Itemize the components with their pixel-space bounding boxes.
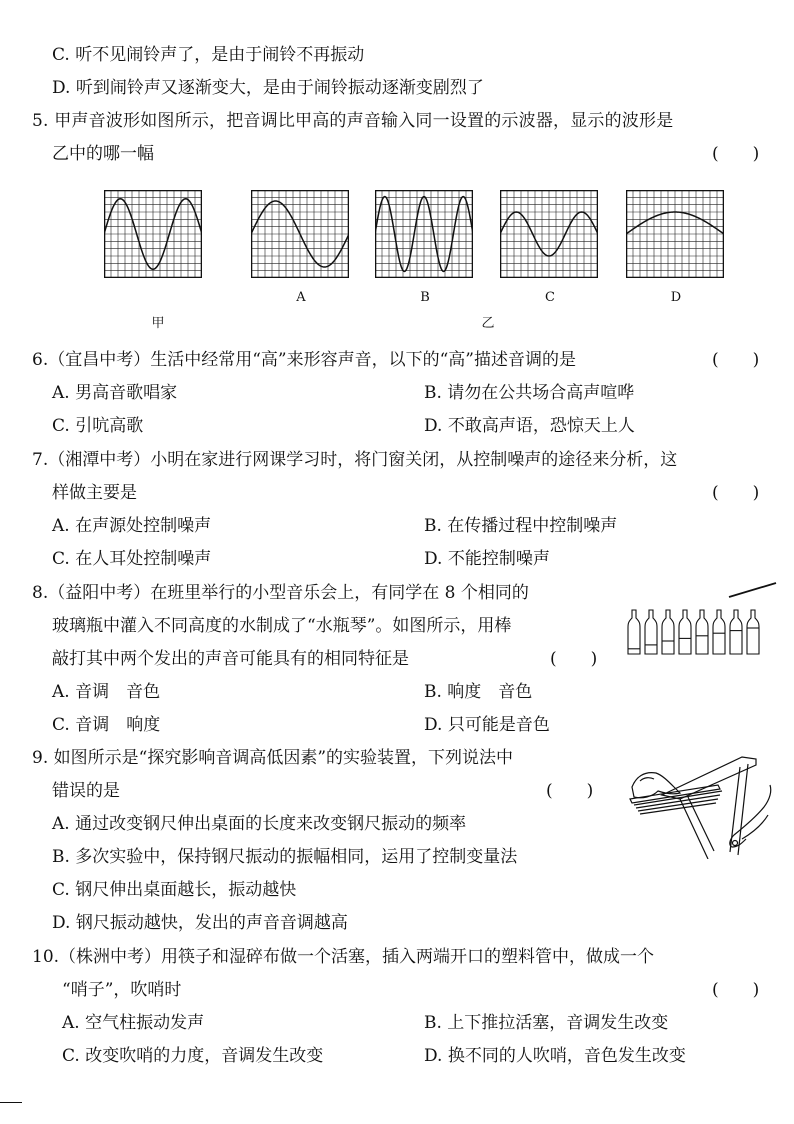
q8-answer-blank: ( ) — [550, 649, 598, 669]
footer-rule — [0, 1102, 22, 1103]
q10-stem-line1: 10.（株洲中考）用筷子和湿碎布做一个活塞，插入两端开口的塑料管中，做成一个 — [32, 947, 655, 967]
oscilloscope-grid — [251, 190, 349, 278]
caption-d: D — [670, 290, 682, 305]
q6-option-d: D. 不敢高声语，恐惊天上人 — [424, 416, 635, 436]
q6-option-c: C. 引吭高歌 — [52, 416, 144, 436]
waveform-panel-d — [626, 190, 724, 278]
q8-stem-line3: 敲打其中两个发出的声音可能具有的相同特征是 — [52, 649, 409, 669]
q8-stem-line1: 8.（益阳中考）在班里举行的小型音乐会上，有同学在 8 个相同的 — [32, 583, 529, 603]
q4-option-c: C. 听不见闹铃声了，是由于闹铃不再振动 — [52, 45, 365, 65]
q8-option-c: C. 音调 响度 — [52, 715, 161, 735]
q4-option-d: D. 听到闹铃声又逐渐变大，是由于闹铃振动逐渐变剧烈了 — [52, 78, 484, 98]
q7-option-c: C. 在人耳处控制噪声 — [52, 549, 212, 569]
hand-right — [730, 785, 771, 847]
q5-answer-blank: ( ) — [712, 144, 760, 164]
oscilloscope-grid — [500, 190, 598, 278]
q9-stem-line2: 错误的是 — [52, 781, 120, 801]
q6-option-b: B. 请勿在公共场合高声喧哗 — [424, 383, 635, 403]
q9-option-b: B. 多次实验中，保持钢尺振动的振幅相同，运用了控制变量法 — [52, 847, 518, 867]
glass-bottle — [713, 610, 725, 654]
q7-option-d: D. 不能控制噪声 — [424, 549, 550, 569]
q8-option-a: A. 音调 音色 — [52, 682, 161, 702]
glass-bottle — [645, 610, 657, 654]
waveform-panel-a — [251, 190, 349, 278]
oscilloscope-grid — [104, 190, 202, 278]
waveform-panel-c — [500, 190, 598, 278]
water-bottle-xylophone-figure — [624, 580, 780, 658]
q9-option-d: D. 钢尺振动越快，发出的声音音调越高 — [52, 913, 348, 933]
q10-option-c: C. 改变吹哨的力度，音调发生改变 — [62, 1046, 324, 1066]
caption-jia: 甲 — [151, 316, 165, 331]
q6-answer-blank: ( ) — [712, 350, 760, 370]
q5-stem-line1: 5. 甲声音波形如图所示，把音调比甲高的声音输入同一设置的示波器，显示的波形是 — [32, 111, 674, 131]
q9-option-a: A. 通过改变钢尺伸出桌面的长度来改变钢尺振动的频率 — [52, 814, 467, 834]
glass-bottle — [747, 610, 759, 654]
waveform-panel-jia — [104, 190, 202, 278]
q8-stem-line2: 玻璃瓶中灌入不同高度的水制成了“水瓶琴”。如图所示，用棒 — [52, 616, 512, 636]
caption-c: C — [545, 290, 555, 305]
waveform-panel-b — [375, 190, 473, 278]
glass-bottle — [679, 610, 691, 654]
q9-answer-blank: ( ) — [546, 781, 594, 801]
oscilloscope-grid — [375, 190, 473, 278]
q10-option-d: D. 换不同的人吹哨，音色发生改变 — [424, 1046, 686, 1066]
oscilloscope-grid — [626, 190, 724, 278]
q10-stem-line2: “哨子”，吹哨时 — [62, 980, 182, 1000]
q10-option-a: A. 空气柱振动发声 — [62, 1013, 205, 1033]
striking-rod — [729, 583, 776, 597]
q7-option-a: A. 在声源处控制噪声 — [52, 516, 212, 536]
q10-answer-blank: ( ) — [712, 980, 760, 1000]
q5-stem-line2: 乙中的哪一幅 — [52, 144, 154, 164]
q9-stem-line1: 9. 如图所示是“探究影响音调高低因素”的实验装置，下列说法中 — [32, 748, 514, 768]
q8-option-d: D. 只可能是音色 — [424, 715, 550, 735]
caption-b: B — [420, 290, 430, 305]
steel-ruler-experiment-figure — [622, 747, 778, 859]
q7-stem-line2: 样做主要是 — [52, 483, 137, 503]
q6-option-a: A. 男高音歌唱家 — [52, 383, 178, 403]
q7-option-b: B. 在传播过程中控制噪声 — [424, 516, 618, 536]
q7-answer-blank: ( ) — [712, 483, 760, 503]
q7-stem-line1: 7.（湘潭中考）小明在家进行网课学习时，将门窗关闭，从控制噪声的途径来分析，这 — [32, 450, 678, 470]
q8-option-b: B. 响度 音色 — [424, 682, 533, 702]
glass-bottle — [730, 610, 742, 654]
glass-bottle — [628, 610, 640, 654]
glass-bottles — [628, 610, 759, 654]
glass-bottle — [662, 610, 674, 654]
caption-a: A — [296, 290, 306, 305]
q6-stem: 6.（宜昌中考）生活中经常用“高”来形容声音，以下的“高”描述音调的是 — [32, 350, 576, 370]
glass-bottle — [696, 610, 708, 654]
q10-option-b: B. 上下推拉活塞，音调发生改变 — [424, 1013, 669, 1033]
caption-yi: 乙 — [481, 316, 495, 331]
q9-option-c: C. 钢尺伸出桌面越长，振动越快 — [52, 880, 297, 900]
hand-left — [632, 773, 680, 798]
